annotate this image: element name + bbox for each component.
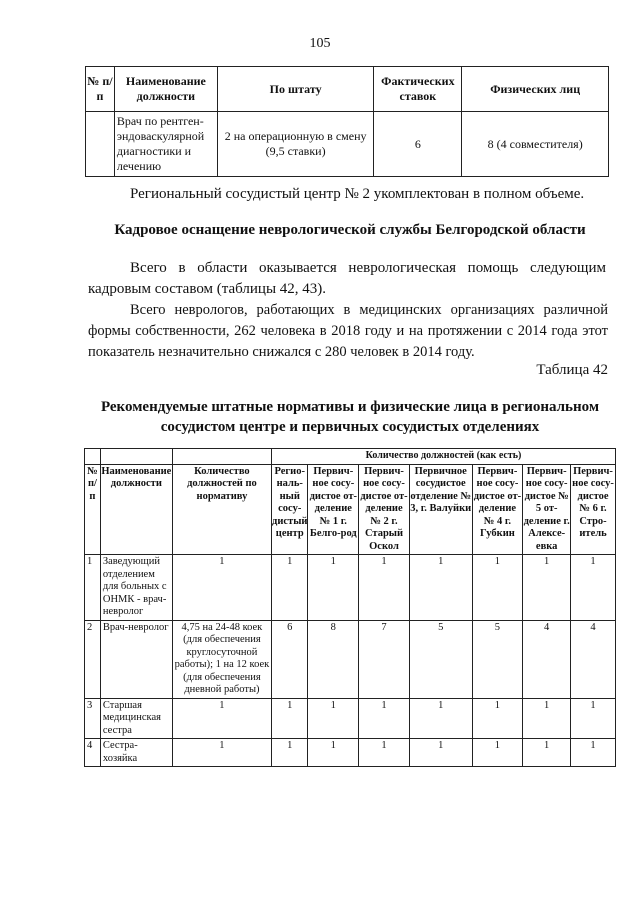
cell-physical: 8 (4 совместителя) (462, 112, 609, 177)
cell-actual: 6 (374, 112, 462, 177)
header-pso-1: Первич-ное сосу-дистое от-деление № 1 г. Белго-род (308, 464, 359, 555)
cell-norm: 4,75 на 24-48 коек (для обеспечения круглосуточной работы); 1 на 12 коек (для обеспечения дневной работы) (172, 620, 271, 698)
header-num: № п/п (85, 464, 101, 555)
header-num: № п/п (86, 67, 115, 112)
cell-value: 7 (359, 620, 410, 698)
cell-value: 1 (359, 555, 410, 621)
table-header-row (85, 464, 616, 555)
cell-value: 1 (571, 698, 616, 739)
cell-position: Старшая медицинская сестра (100, 698, 172, 739)
header-pso-4: Первич-ное сосу-дистое от-деление № 4 г. Губкин (472, 464, 523, 555)
table-row (86, 112, 609, 177)
header-regional-center: Регио-наль-ный сосу-дистый центр (272, 464, 308, 555)
header-physical: Физических лиц (462, 67, 609, 112)
cell-norm: 1 (172, 739, 271, 767)
cell-value: 1 (571, 555, 616, 621)
cell-value: 1 (523, 698, 571, 739)
cell-value: 1 (472, 739, 523, 767)
cell-value: 1 (472, 555, 523, 621)
cell-value: 6 (272, 620, 308, 698)
table-row (85, 698, 616, 739)
group-header: Количество должностей (как есть) (272, 449, 616, 465)
table-row (85, 555, 616, 621)
cell-num: 1 (85, 555, 101, 621)
cell-value: 1 (359, 739, 410, 767)
header-actual: Фактических ставок (374, 67, 462, 112)
cell-num: 4 (85, 739, 101, 767)
cell-value: 5 (472, 620, 523, 698)
table-row (85, 620, 616, 698)
blank-cell (172, 449, 271, 465)
cell-norm: 1 (172, 698, 271, 739)
cell-value: 1 (308, 698, 359, 739)
cell-staff: 2 на операционную в смену (9,5 ставки) (217, 112, 374, 177)
cell-num: 3 (85, 698, 101, 739)
staff-table-norms (84, 448, 616, 767)
paragraph-staffed: Региональный сосудистый центр № 2 укомплектован в полном объеме. (130, 186, 585, 202)
cell-position: Сестра-хозяйка (100, 739, 172, 767)
table-row (85, 739, 616, 767)
cell-value: 5 (409, 620, 472, 698)
group-header-row (85, 449, 616, 465)
cell-value: 1 (272, 739, 308, 767)
cell-value: 1 (472, 698, 523, 739)
cell-value: 1 (409, 698, 472, 739)
cell-value: 1 (523, 555, 571, 621)
header-norm: Количество должностей по нормативу (172, 464, 271, 555)
cell-value: 1 (272, 555, 308, 621)
cell-value: 1 (571, 739, 616, 767)
table-title: Рекомендуемые штатные нормативы и физические лица в региональном сосудистом центре и первичных сосудистых отделениях (100, 399, 600, 435)
header-pso-3: Первичное сосудистое отделение № 3, г. Валуйки (409, 464, 472, 555)
cell-value: 1 (359, 698, 410, 739)
cell-norm: 1 (172, 555, 271, 621)
header-position: Наименование должности (114, 67, 217, 112)
cell-num (86, 112, 115, 177)
cell-value: 1 (272, 698, 308, 739)
cell-num: 2 (85, 620, 101, 698)
header-pso-6: Первич-ное сосу-дистое № 6 г. Стро-итель (571, 464, 616, 555)
cell-value: 4 (523, 620, 571, 698)
table-caption: Таблица 42 (536, 362, 608, 378)
paragraph-1: Всего в области оказывается неврологическая помощь следующим кадровым составом (таблицы 42, 43). (88, 260, 606, 297)
page-number: 105 (309, 36, 331, 51)
header-position: Наименование должности (100, 464, 172, 555)
cell-value: 1 (523, 739, 571, 767)
header-pso-2: Первич-ное сосу-дистое от-деление № 2 г. Старый Оскол (359, 464, 410, 555)
cell-position: Врач по рентген-эндоваскулярной диагностики и лечению (114, 112, 217, 177)
header-pso-5: Первич-ное сосу-дистое № 5 от-деление г. Алексе-евка (523, 464, 571, 555)
staff-table-top (85, 66, 609, 177)
table-header-row (86, 67, 609, 112)
blank-cell (85, 449, 101, 465)
header-staff: По штату (217, 67, 374, 112)
cell-value: 8 (308, 620, 359, 698)
cell-value: 1 (308, 739, 359, 767)
cell-value: 4 (571, 620, 616, 698)
heading-neuro: Кадровое оснащение неврологической службы Белгородской области (114, 222, 586, 238)
cell-value: 1 (409, 739, 472, 767)
cell-position: Заведующий отделением для больных с ОНМК - врач-невролог (100, 555, 172, 621)
cell-value: 1 (409, 555, 472, 621)
cell-value: 1 (308, 555, 359, 621)
paragraph-2: Всего неврологов, работающих в медицинских организациях различной формы собственности, 262 человека в 2018 году и на протяжении с 2014 года этот показатель незначительно снижался с 280 человек в 2014 году. (88, 302, 608, 360)
cell-position: Врач-невролог (100, 620, 172, 698)
blank-cell (100, 449, 172, 465)
